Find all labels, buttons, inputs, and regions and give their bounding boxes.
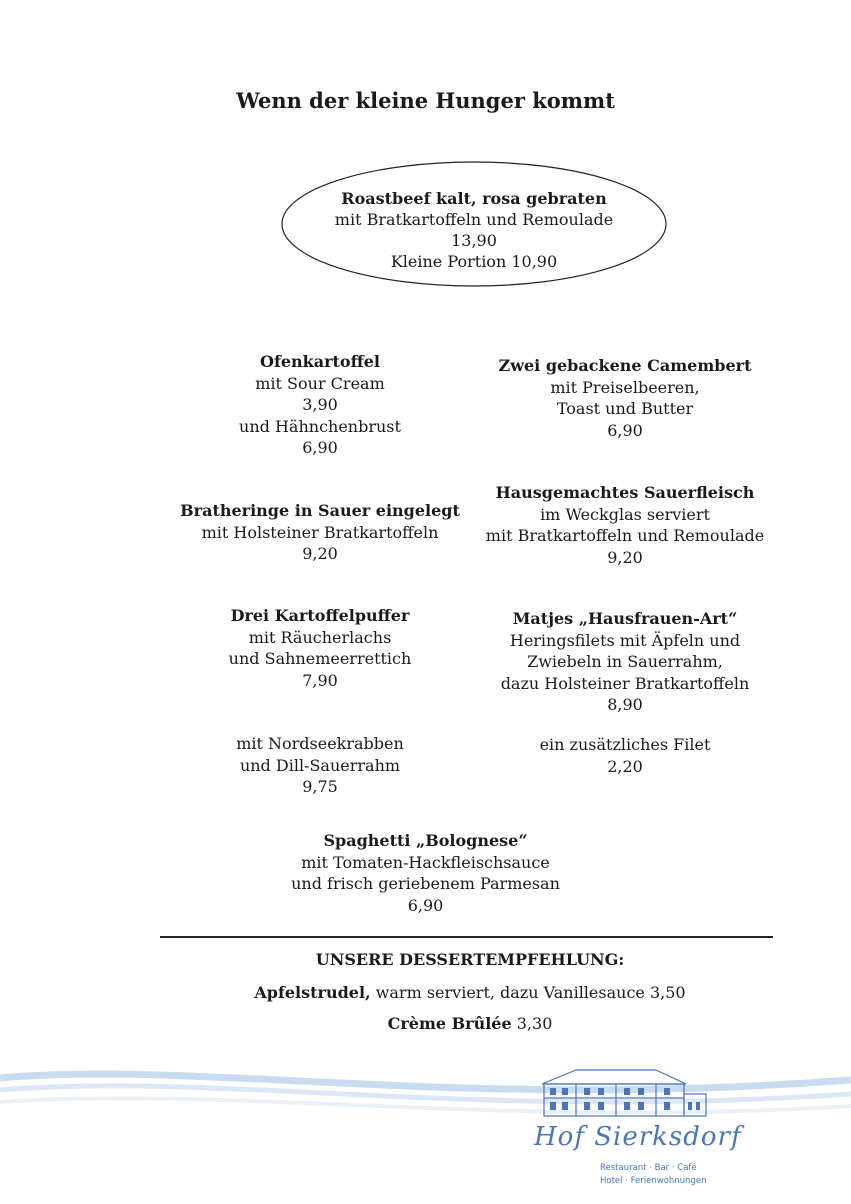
featured-oval	[280, 160, 668, 288]
item-line: dazu Holsteiner Bratkartoffeln	[500, 673, 750, 693]
dessert-item-creme-brulee	[0, 1014, 851, 1033]
item-price: 2,20	[607, 756, 643, 776]
item-price: 9,20	[607, 547, 643, 567]
menu-item-extra-filet	[440, 734, 810, 777]
item-name: Drei Kartoffelpuffer	[230, 606, 410, 625]
page-title: Wenn der kleine Hunger kommt	[236, 88, 615, 113]
item-line: mit Räucherlachs	[248, 627, 392, 647]
item-line: Toast und Butter	[556, 399, 694, 418]
featured-small-portion: Kleine Portion 10,90	[390, 252, 558, 271]
item-name: Bratheringe in Sauer eingelegt	[180, 501, 460, 520]
menu-item-camembert	[440, 355, 810, 441]
featured-name: Roastbeef kalt, rosa gebraten	[341, 189, 607, 208]
item-name: Spaghetti „Bolognese“	[323, 831, 528, 850]
item-price: 6,90	[607, 420, 643, 440]
item-price: 6,90	[407, 895, 444, 915]
dessert-name: Crème Brûlée	[387, 1014, 512, 1033]
dessert-desc: warm serviert, dazu Vanillesauce 3,50	[370, 983, 686, 1002]
item-price: 3,90	[302, 395, 338, 414]
item-price: 7,90	[302, 670, 338, 690]
item-price: 9,20	[302, 544, 338, 563]
menu-item-sauerfleisch	[440, 482, 810, 568]
divider	[160, 936, 773, 938]
item-line: und frisch geriebenem Parmesan	[291, 874, 560, 893]
item-price: 6,90	[302, 438, 338, 457]
item-line: mit Preiselbeeren,	[550, 377, 700, 397]
item-line: mit Bratkartoffeln und Remoulade	[485, 526, 765, 545]
item-line: Zwiebeln in Sauerrahm,	[527, 652, 723, 671]
item-line: und Dill-Sauerrahm	[239, 755, 401, 775]
item-line: mit Holsteiner Bratkartoffeln	[201, 522, 439, 542]
item-name: Matjes „Hausfrauen-Art“	[512, 609, 738, 628]
item-price: 8,90	[607, 695, 643, 714]
item-line: mit Sour Cream	[255, 373, 385, 393]
item-line: und Hähnchenbrust	[239, 416, 401, 436]
featured-item	[280, 188, 668, 272]
item-line: im Weckglas serviert	[540, 504, 710, 524]
item-line: und Sahnemeerrettich	[228, 649, 412, 668]
menu-item-spaghetti	[180, 830, 671, 916]
dessert-item-apfelstrudel	[0, 983, 851, 1002]
item-line: mit Nordseekrabben	[236, 734, 404, 753]
item-line: mit Tomaten-Hackfleischsauce	[301, 852, 550, 872]
dessert-price: 3,30	[511, 1014, 553, 1033]
item-line: ein zusätzliches Filet	[539, 735, 711, 754]
item-name: Ofenkartoffel	[260, 352, 380, 371]
featured-price: 13,90	[451, 231, 497, 250]
hotel-building-logo	[536, 1064, 708, 1120]
item-name: Hausgemachtes Sauerfleisch	[495, 483, 755, 502]
item-name: Zwei gebackene Camembert	[498, 356, 752, 375]
brand-subline-2: Hotel · Ferienwohnungen	[600, 1176, 707, 1186]
dessert-name: Apfelstrudel,	[254, 983, 371, 1002]
item-price: 9,75	[302, 777, 338, 796]
brand-subline-1: Restaurant · Bar · Café	[600, 1163, 697, 1173]
dessert-heading: UNSERE DESSERTEMPFEHLUNG:	[315, 950, 625, 969]
item-line: Heringsfilets mit Äpfeln und	[509, 630, 741, 650]
menu-item-matjes	[440, 608, 810, 716]
featured-desc: mit Bratkartoffeln und Remoulade	[334, 210, 614, 229]
brand-name: Hof Sierksdorf	[534, 1122, 742, 1152]
